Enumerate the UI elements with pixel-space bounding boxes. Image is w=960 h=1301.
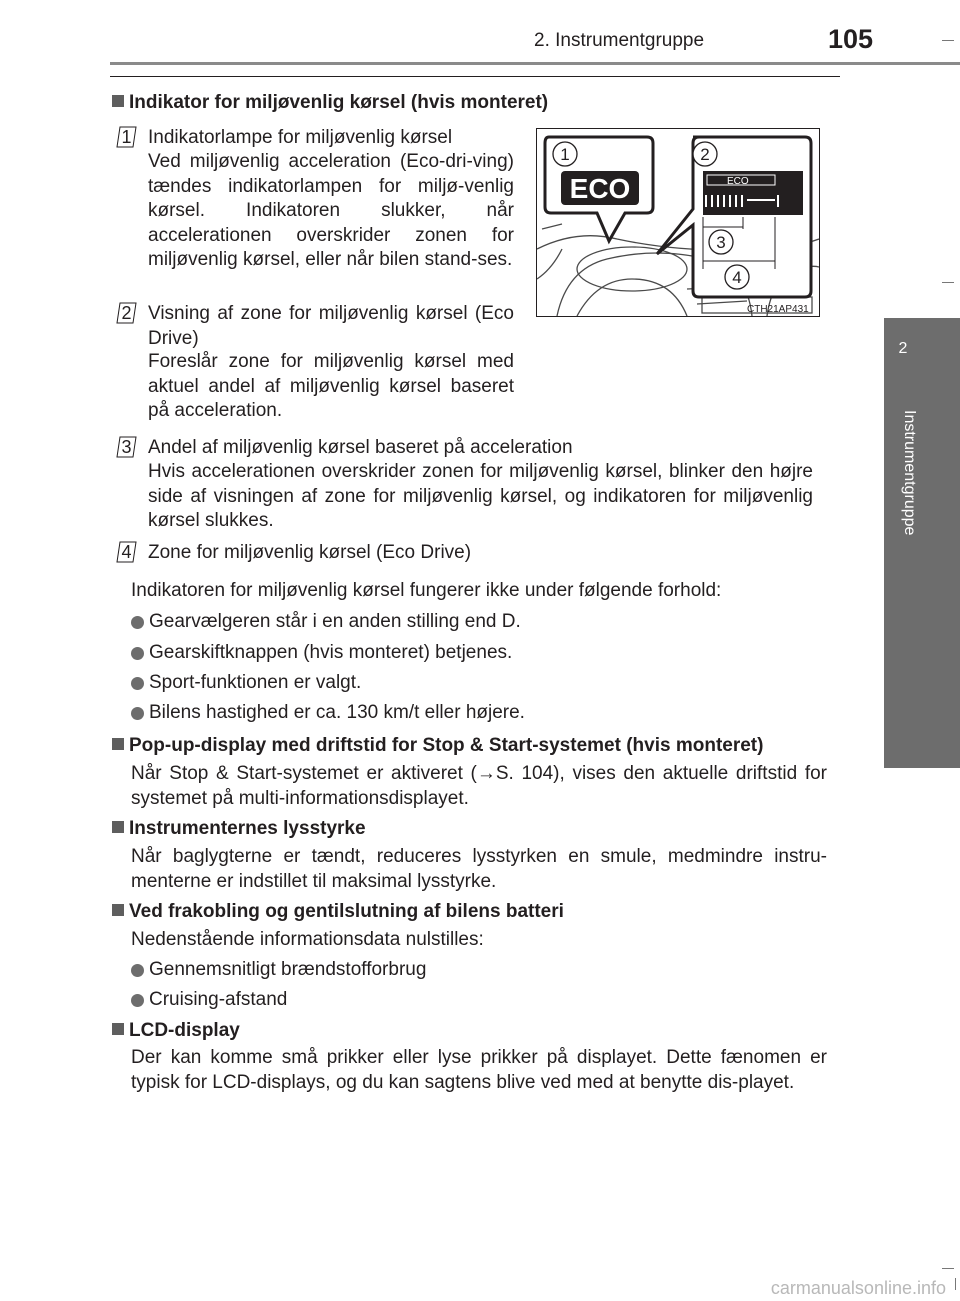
condition-item: Sport-funktionen er valgt. [149, 672, 362, 693]
chapter-tab-number: 2 [898, 340, 908, 357]
square-bullet-icon [112, 1023, 124, 1035]
item-2-body: Foreslår zone for miljøvenlig kørsel med aktuel andel af miljøvenlig kørsel baseret på acceleration. [148, 351, 514, 421]
section-heading-brightness: Instrumenternes lysstyrke [112, 817, 852, 841]
bullet-dot-icon [131, 964, 144, 977]
section-heading-battery: Ved frakobling og gentilslutning af bilens batteri [112, 900, 852, 924]
battery-item: Cruising-afstand [149, 989, 288, 1010]
condition-item: Gearskiftknappen (hvis monteret) betjenes. [149, 642, 513, 663]
badge-4: 4 [732, 268, 742, 287]
condition-item: Gearvælgeren står i en anden stilling end D. [149, 611, 521, 632]
bullet-dot-icon [131, 647, 144, 660]
header-rule [110, 62, 960, 65]
chapter-tab-label: Instrumentgruppe [901, 410, 918, 536]
badge-3: 3 [716, 233, 726, 252]
conditions-intro: Indikatoren for miljøvenlig kørsel fungerer ikke under følgende forhold: [131, 580, 722, 601]
bullet-dot-icon [131, 677, 144, 690]
page-number: 105 [828, 24, 874, 54]
badge-1: 1 [560, 145, 570, 164]
brightness-body: Når baglygterne er tændt, reduceres lysstyrken en smule, medmindre instru-menterne er indstillet til maksimal lysstyrke. [131, 846, 827, 892]
chapter-tab [884, 318, 960, 768]
dashboard-illustration [537, 129, 819, 316]
crop-mark [942, 40, 954, 41]
arrow-icon: → [476, 763, 496, 784]
header-subrule [110, 76, 840, 77]
lcd-body: Der kan komme små prikker eller lyse prikker på displayet. Dette fænomen er typisk for LCD-displays, og du kan sagtens blive ved med at benytte dis-playet. [131, 1047, 827, 1093]
item-number-1: 1 [116, 126, 137, 148]
condition-item: Bilens hastighed er ca. 130 km/t eller højere. [149, 702, 525, 723]
eco-indicator-figure [536, 128, 820, 317]
section-heading-lcd: LCD-display [112, 1019, 852, 1043]
square-bullet-icon [112, 904, 124, 916]
item-number-3: 3 [116, 436, 137, 458]
battery-intro: Nedenstående informationsdata nulstilles: [131, 929, 484, 950]
item-1-title: Indikatorlampe for miljøvenlig kørsel [148, 127, 453, 148]
item-number-2: 2 [116, 302, 137, 324]
crop-mark [942, 1268, 954, 1269]
item-4-title: Zone for miljøvenlig kørsel (Eco Drive) [148, 542, 472, 563]
item-3-body: Hvis accelerationen overskrider zonen for miljøvenlig kørsel, blinker den højre side af visningen af zone for miljøvenlig kørsel, og indikatoren for miljøvenlig kørsel slukkes. [148, 461, 813, 531]
section-heading-stop-start: Pop-up-display med driftstid for Stop & Start-systemet (hvis monteret) [112, 734, 852, 758]
crop-mark [955, 1278, 956, 1290]
figure-code: CTH21AP431 [747, 304, 809, 315]
item-2-title: Visning af zone for miljøvenlig kørsel (Eco Drive) [148, 303, 514, 349]
item-1-body: Ved miljøvenlig acceleration (Eco-dri-ving) tændes indikatorlampen for miljø-venlig kørsel. Indikatoren slukker, når accelerationen overskrider zonen for miljøvenlig kørsel, eller når bilen stand-ses. [148, 151, 514, 270]
running-header-section: 2. Instrumentgruppe [534, 30, 705, 51]
section-heading-eco-indicator: Indikator for miljøvenlig kørsel (hvis monteret) [112, 91, 852, 115]
bullet-dot-icon [131, 616, 144, 629]
eco-zone-label: ECO [727, 176, 749, 187]
eco-lamp-text: ECO [569, 173, 631, 204]
square-bullet-icon [112, 738, 124, 750]
bullet-dot-icon [131, 707, 144, 720]
watermark: carmanualsonline.info [770, 1278, 946, 1298]
battery-item: Gennemsnitligt brændstofforbrug [149, 959, 427, 980]
bullet-dot-icon [131, 994, 144, 1007]
stop-start-body: Når Stop & Start-systemet er aktiveret (→S. 104), vises den aktuelle driftstid for systemet på multi-informationsdisplayet. [131, 763, 827, 809]
badge-2: 2 [700, 145, 710, 164]
item-3-title: Andel af miljøvenlig kørsel baseret på acceleration [148, 437, 573, 458]
square-bullet-icon [112, 95, 124, 107]
item-number-4: 4 [116, 541, 137, 563]
square-bullet-icon [112, 821, 124, 833]
crop-mark [942, 282, 954, 283]
